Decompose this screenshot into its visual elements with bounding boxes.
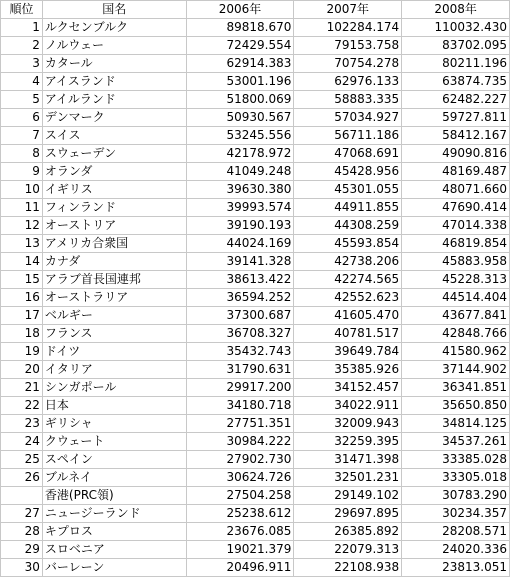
country-cell[interactable]: ベルギー	[42, 307, 186, 325]
value-2008-cell[interactable]: 43677.841	[402, 307, 510, 325]
table-row	[1, 163, 510, 181]
country-cell[interactable]: イギリス	[42, 181, 186, 199]
country-cell[interactable]: キプロス	[42, 523, 186, 541]
country-cell[interactable]: スペイン	[42, 451, 186, 469]
header-2008[interactable]: 2008年	[402, 1, 510, 19]
value-2008-cell[interactable]: 62482.227	[402, 91, 510, 109]
value-2007-cell[interactable]: 35385.926	[294, 361, 402, 379]
country-cell[interactable]: フランス	[42, 325, 186, 343]
table-row	[1, 109, 510, 127]
rank-cell[interactable]: 5	[1, 91, 43, 109]
country-cell[interactable]: カナダ	[42, 253, 186, 271]
rank-cell[interactable]: 26	[1, 469, 43, 487]
value-2007-cell[interactable]: 56711.186	[294, 127, 402, 145]
value-2008-cell[interactable]: 23813.051	[402, 559, 510, 577]
rank-cell[interactable]: 28	[1, 523, 43, 541]
table-row	[1, 127, 510, 145]
value-2008-cell[interactable]: 35650.850	[402, 397, 510, 415]
country-cell[interactable]: オーストリア	[42, 217, 186, 235]
value-2007-cell[interactable]: 34152.457	[294, 379, 402, 397]
country-cell[interactable]: シンガポール	[42, 379, 186, 397]
rank-cell[interactable]: 22	[1, 397, 43, 415]
value-2006-cell[interactable]: 38613.422	[186, 271, 294, 289]
table-row	[1, 181, 510, 199]
value-2006-cell[interactable]: 44024.169	[186, 235, 294, 253]
rank-cell[interactable]: 1	[1, 19, 43, 37]
value-2007-cell[interactable]: 45593.854	[294, 235, 402, 253]
value-2008-cell[interactable]: 37144.902	[402, 361, 510, 379]
value-2006-cell[interactable]: 51800.069	[186, 91, 294, 109]
table-row	[1, 325, 510, 343]
value-2008-cell[interactable]: 47014.338	[402, 217, 510, 235]
value-2007-cell[interactable]: 42274.565	[294, 271, 402, 289]
rank-cell[interactable]: 9	[1, 163, 43, 181]
rank-cell[interactable]: 7	[1, 127, 43, 145]
value-2006-cell[interactable]: 36594.252	[186, 289, 294, 307]
value-2007-cell[interactable]: 42552.623	[294, 289, 402, 307]
table-row	[1, 307, 510, 325]
country-cell[interactable]: アメリカ合衆国	[42, 235, 186, 253]
value-2008-cell[interactable]: 63874.735	[402, 73, 510, 91]
value-2006-cell[interactable]: 25238.612	[186, 505, 294, 523]
value-2006-cell[interactable]: 27902.730	[186, 451, 294, 469]
value-2008-cell[interactable]: 58412.167	[402, 127, 510, 145]
value-2008-cell[interactable]: 59727.811	[402, 109, 510, 127]
table-row	[1, 145, 510, 163]
table-row	[1, 559, 510, 577]
country-cell[interactable]: アイルランド	[42, 91, 186, 109]
country-cell[interactable]: スウェーデン	[42, 145, 186, 163]
value-2008-cell[interactable]: 33305.018	[402, 469, 510, 487]
value-2007-cell[interactable]: 58883.335	[294, 91, 402, 109]
value-2006-cell[interactable]: 34180.718	[186, 397, 294, 415]
value-2007-cell[interactable]: 22108.938	[294, 559, 402, 577]
value-2006-cell[interactable]: 23676.085	[186, 523, 294, 541]
value-2008-cell[interactable]: 28208.571	[402, 523, 510, 541]
rank-cell[interactable]: 18	[1, 325, 43, 343]
country-cell[interactable]: ノルウェー	[42, 37, 186, 55]
country-cell[interactable]: フィンランド	[42, 199, 186, 217]
rank-cell[interactable]: 29	[1, 541, 43, 559]
country-cell[interactable]: デンマーク	[42, 109, 186, 127]
rank-cell[interactable]: 11	[1, 199, 43, 217]
value-2006-cell[interactable]: 29917.200	[186, 379, 294, 397]
table-row	[1, 361, 510, 379]
value-2006-cell[interactable]: 53245.556	[186, 127, 294, 145]
value-2008-cell[interactable]: 80211.196	[402, 55, 510, 73]
country-cell[interactable]: クウェート	[42, 433, 186, 451]
country-cell[interactable]: アイスランド	[42, 73, 186, 91]
table-row	[1, 523, 510, 541]
value-2006-cell[interactable]: 39630.380	[186, 181, 294, 199]
value-2006-cell[interactable]: 35432.743	[186, 343, 294, 361]
country-cell[interactable]: アラブ首長国連邦	[42, 271, 186, 289]
value-2008-cell[interactable]: 30234.357	[402, 505, 510, 523]
value-2007-cell[interactable]: 29149.102	[294, 487, 402, 505]
value-2008-cell[interactable]: 33385.028	[402, 451, 510, 469]
value-2008-cell[interactable]: 36341.851	[402, 379, 510, 397]
value-2008-cell[interactable]: 34814.125	[402, 415, 510, 433]
value-2007-cell[interactable]: 31471.398	[294, 451, 402, 469]
value-2006-cell[interactable]: 62914.383	[186, 55, 294, 73]
value-2006-cell[interactable]: 50930.567	[186, 109, 294, 127]
table-row	[1, 37, 510, 55]
header-2006[interactable]: 2006年	[186, 1, 294, 19]
header-2007[interactable]: 2007年	[294, 1, 402, 19]
value-2007-cell[interactable]: 41605.470	[294, 307, 402, 325]
value-2006-cell[interactable]: 42178.972	[186, 145, 294, 163]
table-row	[1, 19, 510, 37]
table-row	[1, 199, 510, 217]
value-2006-cell[interactable]: 30984.222	[186, 433, 294, 451]
country-cell[interactable]: カタール	[42, 55, 186, 73]
value-2006-cell[interactable]: 39993.574	[186, 199, 294, 217]
value-2006-cell[interactable]: 30624.726	[186, 469, 294, 487]
country-cell[interactable]: スイス	[42, 127, 186, 145]
rank-cell[interactable]: 17	[1, 307, 43, 325]
value-2006-cell[interactable]: 19021.379	[186, 541, 294, 559]
header-country[interactable]: 国名	[42, 1, 186, 19]
table-row	[1, 217, 510, 235]
value-2007-cell[interactable]: 22079.313	[294, 541, 402, 559]
country-cell[interactable]: ルクセンブルク	[42, 19, 186, 37]
value-2008-cell[interactable]: 48169.487	[402, 163, 510, 181]
country-cell[interactable]: オーストラリア	[42, 289, 186, 307]
rank-cell[interactable]: 20	[1, 361, 43, 379]
value-2007-cell[interactable]: 32259.395	[294, 433, 402, 451]
value-2006-cell[interactable]: 27751.351	[186, 415, 294, 433]
table-row	[1, 433, 510, 451]
value-2006-cell[interactable]: 53001.196	[186, 73, 294, 91]
value-2007-cell[interactable]: 42738.206	[294, 253, 402, 271]
rank-cell[interactable]: 21	[1, 379, 43, 397]
value-2006-cell[interactable]: 36708.327	[186, 325, 294, 343]
rank-cell[interactable]: 13	[1, 235, 43, 253]
header-row	[1, 1, 510, 19]
country-cell[interactable]: ドイツ	[42, 343, 186, 361]
value-2007-cell[interactable]: 45301.055	[294, 181, 402, 199]
rank-cell[interactable]: 25	[1, 451, 43, 469]
value-2007-cell[interactable]: 32009.943	[294, 415, 402, 433]
rank-cell[interactable]: 2	[1, 37, 43, 55]
rank-cell[interactable]: 14	[1, 253, 43, 271]
value-2008-cell[interactable]: 42848.766	[402, 325, 510, 343]
value-2007-cell[interactable]: 39649.784	[294, 343, 402, 361]
value-2008-cell[interactable]: 44514.404	[402, 289, 510, 307]
table-row	[1, 451, 510, 469]
value-2006-cell[interactable]: 41049.248	[186, 163, 294, 181]
country-cell[interactable]: スロベニア	[42, 541, 186, 559]
value-2008-cell[interactable]: 24020.336	[402, 541, 510, 559]
value-2007-cell[interactable]: 70754.278	[294, 55, 402, 73]
rank-cell[interactable]: 23	[1, 415, 43, 433]
value-2007-cell[interactable]: 45428.956	[294, 163, 402, 181]
value-2007-cell[interactable]: 26385.892	[294, 523, 402, 541]
country-cell[interactable]: 香港(PRC領)	[42, 487, 186, 505]
table-row	[1, 397, 510, 415]
table-row	[1, 343, 510, 361]
value-2008-cell[interactable]: 30783.290	[402, 487, 510, 505]
value-2007-cell[interactable]: 62976.133	[294, 73, 402, 91]
rank-cell[interactable]: 15	[1, 271, 43, 289]
country-cell[interactable]: イタリア	[42, 361, 186, 379]
table-row	[1, 541, 510, 559]
value-2007-cell[interactable]: 47068.691	[294, 145, 402, 163]
rank-cell[interactable]: 12	[1, 217, 43, 235]
value-2006-cell[interactable]: 20496.911	[186, 559, 294, 577]
value-2006-cell[interactable]: 89818.670	[186, 19, 294, 37]
table-row	[1, 253, 510, 271]
value-2006-cell[interactable]: 39190.193	[186, 217, 294, 235]
value-2006-cell[interactable]: 39141.328	[186, 253, 294, 271]
value-2008-cell[interactable]: 34537.261	[402, 433, 510, 451]
country-cell[interactable]: バーレーン	[42, 559, 186, 577]
table-row	[1, 289, 510, 307]
table-row	[1, 505, 510, 523]
value-2008-cell[interactable]: 49090.816	[402, 145, 510, 163]
country-cell[interactable]: ニュージーランド	[42, 505, 186, 523]
value-2008-cell[interactable]: 45228.313	[402, 271, 510, 289]
rank-cell[interactable]: 3	[1, 55, 43, 73]
value-2008-cell[interactable]: 110032.430	[402, 19, 510, 37]
country-cell[interactable]: ブルネイ	[42, 469, 186, 487]
rank-cell[interactable]: 30	[1, 559, 43, 577]
rank-cell[interactable]: 16	[1, 289, 43, 307]
country-cell[interactable]: ギリシャ	[42, 415, 186, 433]
rank-cell[interactable]: 6	[1, 109, 43, 127]
rank-cell[interactable]: 24	[1, 433, 43, 451]
table-row	[1, 55, 510, 73]
header-rank[interactable]: 順位	[1, 1, 43, 19]
table-row	[1, 379, 510, 397]
value-2007-cell[interactable]: 34022.911	[294, 397, 402, 415]
value-2007-cell[interactable]: 32501.231	[294, 469, 402, 487]
rank-cell[interactable]: 19	[1, 343, 43, 361]
table-row	[1, 271, 510, 289]
rank-cell[interactable]	[1, 487, 43, 505]
table-row	[1, 235, 510, 253]
country-cell[interactable]: オランダ	[42, 163, 186, 181]
value-2007-cell[interactable]: 44308.259	[294, 217, 402, 235]
rank-cell[interactable]: 4	[1, 73, 43, 91]
value-2006-cell[interactable]: 37300.687	[186, 307, 294, 325]
value-2008-cell[interactable]: 48071.660	[402, 181, 510, 199]
value-2006-cell[interactable]: 72429.554	[186, 37, 294, 55]
value-2007-cell[interactable]: 40781.517	[294, 325, 402, 343]
table-row	[1, 415, 510, 433]
table-row	[1, 73, 510, 91]
table-header	[1, 1, 510, 19]
table-row	[1, 487, 510, 505]
value-2007-cell[interactable]: 57034.927	[294, 109, 402, 127]
value-2008-cell[interactable]: 45883.958	[402, 253, 510, 271]
value-2007-cell[interactable]: 44911.855	[294, 199, 402, 217]
value-2008-cell[interactable]: 41580.962	[402, 343, 510, 361]
value-2008-cell[interactable]: 47690.414	[402, 199, 510, 217]
table-row	[1, 91, 510, 109]
value-2007-cell[interactable]: 102284.174	[294, 19, 402, 37]
value-2006-cell[interactable]: 31790.631	[186, 361, 294, 379]
rank-cell[interactable]: 10	[1, 181, 43, 199]
country-cell[interactable]: 日本	[42, 397, 186, 415]
value-2007-cell[interactable]: 29697.895	[294, 505, 402, 523]
value-2007-cell[interactable]: 79153.758	[294, 37, 402, 55]
value-2008-cell[interactable]: 83702.095	[402, 37, 510, 55]
value-2008-cell[interactable]: 46819.854	[402, 235, 510, 253]
table-row	[1, 469, 510, 487]
rank-cell[interactable]: 27	[1, 505, 43, 523]
rank-cell[interactable]: 8	[1, 145, 43, 163]
table-body	[1, 19, 510, 577]
value-2006-cell[interactable]: 27504.258	[186, 487, 294, 505]
